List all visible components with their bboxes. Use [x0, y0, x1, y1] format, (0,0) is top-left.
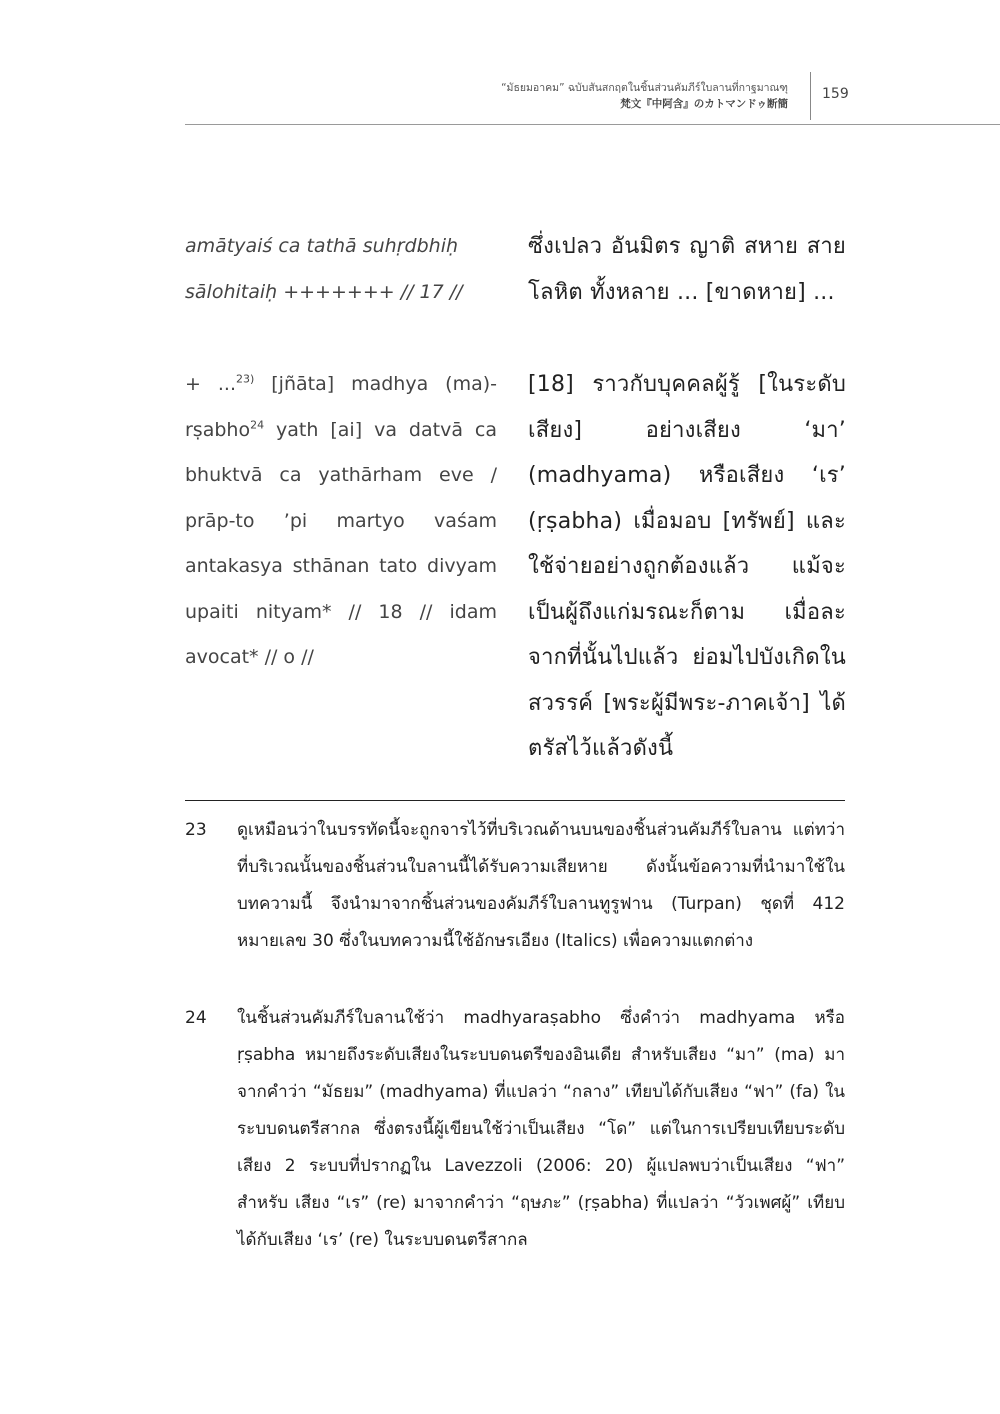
verse-17-sanskrit-line1: amātyaiś ca tathā suhṛdbhiḥ — [185, 235, 459, 257]
header-divider — [810, 72, 811, 120]
verse-18-pre: + ... — [185, 373, 236, 395]
running-header — [501, 80, 788, 112]
header-rule — [185, 124, 1000, 125]
footnote-text: ในชิ้นส่วนคัมภีร์ใบลานใช้ว่า madhyaraṣabho ซึ่งคำว่า madhyama หรือ ṛṣabha หมายถึงระดับเสียงในระบบดนตรีของอินเดีย สำหรับเสียง “มา” (ma) มาจากคำว่า “มัธยม” (madhyama) ที่แปลว่า “กลาง” เทียบได้กับเสียง “ฟา” (fa) ในระบบดนตรีสากล ซึ่งตรงนี้ผู้เขียนใช้ว่าเป็นเสียง “โด” แต่ในการเปรียบเทียบระดับเสียง 2 ระบบที่ปรากฏใน Lavezzoli (2006: 20) ผู้แปลพบว่าเป็นเสียง “ฟา” สำหรับ เสียง “เร” (re) มาจากคำว่า “ฤษภะ” (ṛṣabha) ที่แปลว่า “วัวเพศผู้” เทียบได้กับเสียง ‘เร’ (re) ในระบบดนตรีสากล — [237, 1008, 845, 1250]
verse-17-sanskrit-line2: sālohitaiḥ +++++++ // 17 // — [185, 280, 463, 303]
footnote-ref-23[interactable]: 23) — [236, 372, 255, 386]
footnote-ref-24[interactable]: 24 — [250, 418, 265, 432]
footnote-number: 23 — [185, 820, 207, 840]
verse-18-post: yath [ai] va datvā ca bhuktvā ca yathārham eve / prāp-to ’pi martyo vaśam antakasya sthānan tato divyam upaiti nityam* // 18 // idam avocat* // o // — [185, 418, 497, 668]
page-number: 159 — [822, 86, 849, 102]
running-header-thai: “มัธยมอาคม” ฉบับสันสกฤตในชิ้นส่วนคัมภีร์ใบลานที่กาฐมาณฑุ — [501, 82, 788, 94]
verse-18-thai: [18] ราวกับบุคคลผู้รู้ [ในระดับเสียง] อย่างเสียง ‘มา’ (madhyama) หรือเสียง ‘เร’ (ṛṣabha) เมื่อมอบ [ทรัพย์] และใช้จ่ายอย่างถูกต้องแล้ว แม้จะเป็นผู้ถึงแก่มรณะก็ตาม เมื่อละจากที่นั้นไปแล้ว ย่อมไปบังเกิดในสวรรค์ [พระผู้มีพระ-ภาคเจ้า] ได้ตรัสไว้แล้วดังนี้ — [528, 372, 846, 761]
footnote-text: ดูเหมือนว่าในบรรทัดนี้จะถูกจารไว้ที่บริเวณด้านบนของชิ้นส่วนคัมภีร์ใบลาน แต่ทว่าที่บริเวณนั้นของชิ้นส่วนใบลานนี้ได้รับความเสียหาย ดังนั้นข้อความที่นำมาใช้ในบทความนี้ จึงนำมาจากชิ้นส่วนของคัมภีร์ใบลานทูรูฟาน (Turpan) ชุดที่ 412 หมายเลข 30 ซึ่งในบทความนี้ใช้อักษรเอียง (Italics) เพื่อความแตกต่าง — [237, 820, 845, 951]
verse-18-mid: [jñāta] madhya (ma)-rṣabho — [185, 373, 498, 441]
verse-18-sanskrit — [185, 362, 497, 681]
verse-17-thai: ซึ่งเปลว อันมิตร ญาติ สหาย สายโลหิต ทั้งหลาย ... [ขาดหาย] ... — [528, 234, 846, 305]
verse-17-sanskrit — [185, 224, 497, 315]
running-header-japanese: 梵文『中阿含』のカトマンドゥ断簡 — [620, 98, 788, 110]
footnote-number: 24 — [185, 1008, 207, 1028]
footnote-rule — [185, 800, 845, 801]
